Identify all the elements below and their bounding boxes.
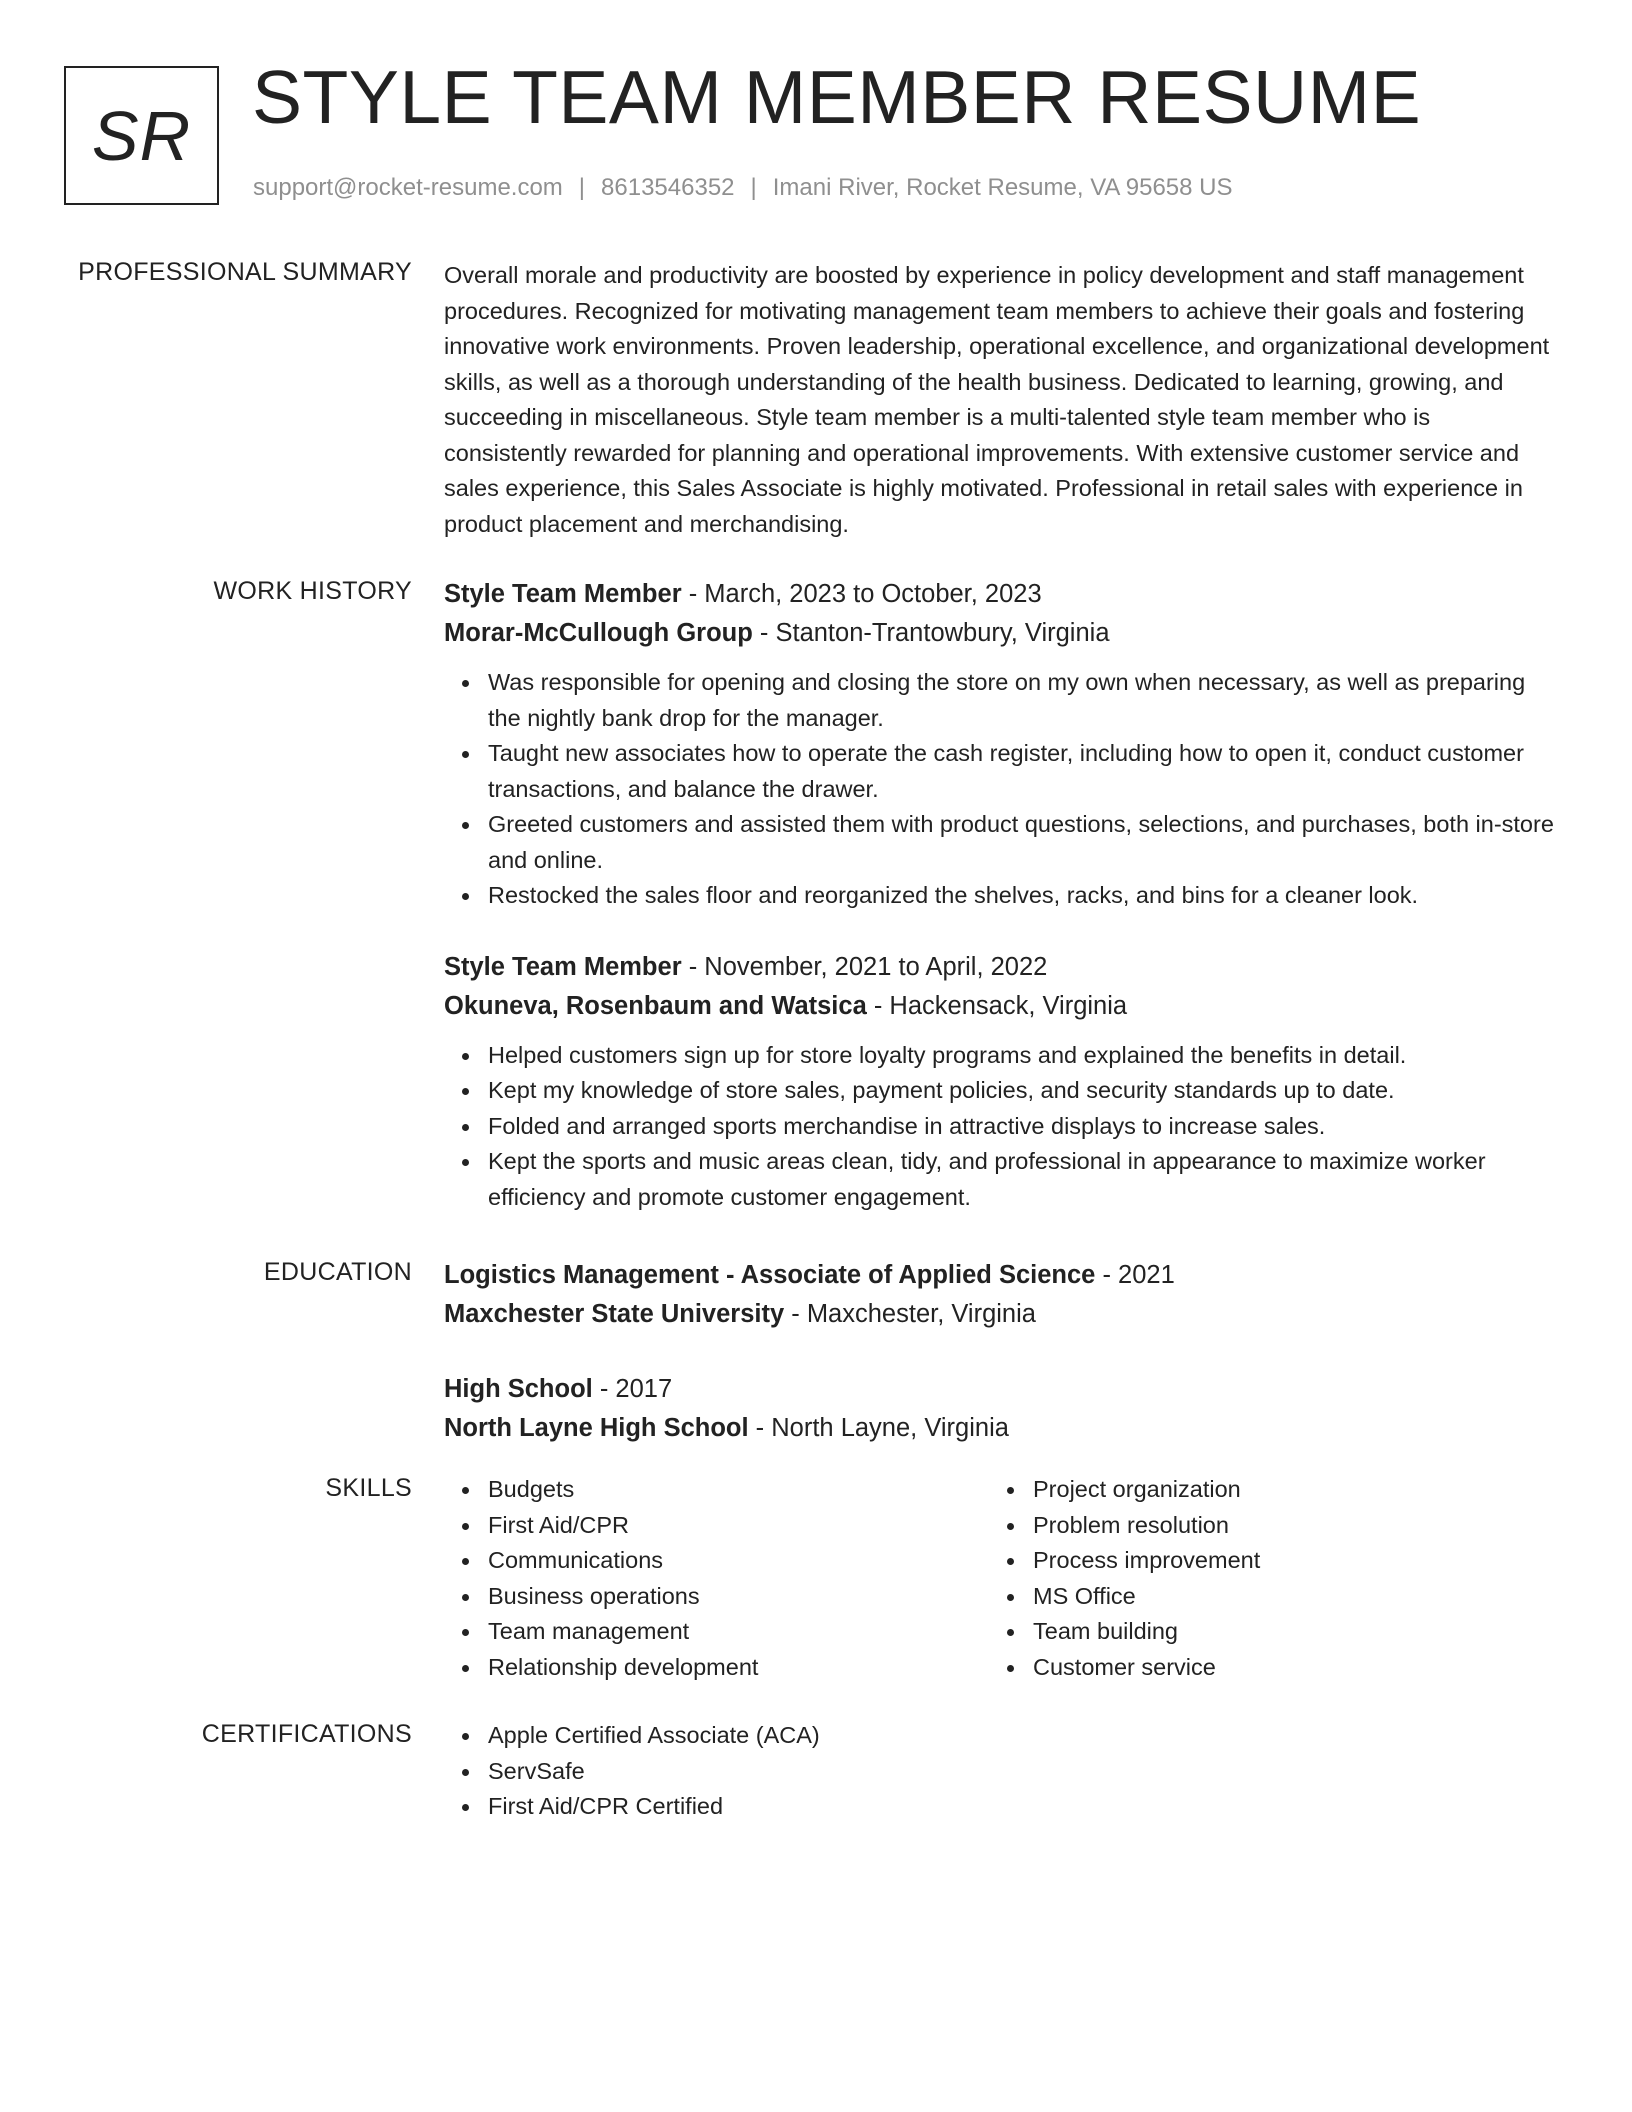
certification-item: Apple Certified Associate (ACA) xyxy=(488,1718,1556,1754)
education-entry xyxy=(444,1256,1556,1334)
skill-item: Budgets xyxy=(488,1472,989,1508)
job-duty: Was responsible for opening and closing the store on my own when necessary, as well as preparing the nightly bank drop for the manager. xyxy=(488,665,1556,736)
job-title-line xyxy=(444,948,1556,987)
job-entry xyxy=(444,575,1556,914)
contact-phone: 8613546352 xyxy=(601,174,735,201)
resume-title: STYLE TEAM MEMBER RESUME xyxy=(252,55,1422,139)
skill-item: Team management xyxy=(488,1614,989,1650)
job-duty: Helped customers sign up for store loyalty programs and explained the benefits in detail. xyxy=(488,1038,1556,1074)
job-duty: Folded and arranged sports merchandise in attractive displays to increase sales. xyxy=(488,1109,1556,1145)
job-title-line xyxy=(444,575,1556,614)
summary-text: Overall morale and productivity are boosted by experience in policy development and staff management procedures. Recognized for motivating management team members to achieve their goals and fostering innovative work environments. Proven leadership, operational excellence, and organizational development skills, as well as a thorough understanding of the health business. Dedicated to learning, growing, and succeeding in miscellaneous. Style team member is a multi-talented style team member who is consistently rewarded for planning and operational improvements. With extensive customer service and sales experience, this Sales Associate is highly motivated. Professional in retail sales with experience in product placement and merchandising. xyxy=(444,262,1550,537)
education-location: - Maxchester, Virginia xyxy=(784,1300,1036,1328)
monogram-initials: SR xyxy=(91,96,192,175)
education-degree: Logistics Management - Associate of Applied Science xyxy=(444,1261,1096,1289)
job-duty: Taught new associates how to operate the cash register, including how to open it, conduct customer transactions, and balance the drawer. xyxy=(488,736,1556,807)
job-company-line xyxy=(444,987,1556,1026)
skill-item: First Aid/CPR xyxy=(488,1508,989,1544)
skills-list-left xyxy=(444,1472,989,1685)
education-school-line xyxy=(444,1295,1556,1334)
contact-line xyxy=(253,174,1233,202)
skill-item: Business operations xyxy=(488,1579,989,1615)
skill-item: Customer service xyxy=(1033,1650,1534,1686)
certifications-heading: CERTIFICATIONS xyxy=(201,1720,412,1748)
job-dates: - November, 2021 to April, 2022 xyxy=(681,952,1048,981)
skills-columns xyxy=(444,1472,1556,1685)
skill-item: Relationship development xyxy=(488,1650,989,1686)
education-year: - 2017 xyxy=(592,1375,673,1403)
education-location: - North Layne, Virginia xyxy=(748,1414,1009,1442)
monogram-logo xyxy=(64,66,219,205)
work-history-heading: WORK HISTORY xyxy=(213,577,412,605)
skill-item: Process improvement xyxy=(1033,1543,1534,1579)
skill-item: MS Office xyxy=(1033,1579,1534,1615)
job-duty: Restocked the sales floor and reorganized the shelves, racks, and bins for a cleaner look. xyxy=(488,878,1556,914)
summary-body xyxy=(444,258,1556,542)
education-school: North Layne High School xyxy=(444,1414,749,1442)
job-company: Okuneva, Rosenbaum and Watsica xyxy=(444,991,867,1020)
certification-item: First Aid/CPR Certified xyxy=(488,1789,1556,1825)
education-year: - 2021 xyxy=(1095,1261,1175,1289)
skills-list-right xyxy=(989,1472,1534,1685)
skill-item: Communications xyxy=(488,1543,989,1579)
job-duties-list xyxy=(444,665,1556,914)
education-degree-line xyxy=(444,1370,1556,1409)
job-duty: Greeted customers and assisted them with product questions, selections, and purchases, both in-store and online. xyxy=(488,807,1556,878)
education-entry xyxy=(444,1370,1556,1448)
contact-separator: | xyxy=(750,174,757,201)
education-body xyxy=(444,1256,1556,1448)
contact-separator: | xyxy=(578,174,586,201)
skill-item: Problem resolution xyxy=(1033,1508,1534,1544)
job-duty: Kept the sports and music areas clean, tidy, and professional in appearance to maximize worker efficiency and promote customer engagement. xyxy=(488,1144,1556,1215)
job-location: - Stanton-Trantowbury, Virginia xyxy=(752,619,1110,647)
education-heading: EDUCATION xyxy=(263,1258,412,1286)
job-title: Style Team Member xyxy=(444,580,682,608)
work-history-body xyxy=(444,575,1556,1215)
job-entry xyxy=(444,948,1556,1216)
certifications-body xyxy=(444,1718,1556,1825)
job-duties-list xyxy=(444,1038,1556,1216)
skills-body xyxy=(444,1472,1556,1685)
skill-item: Team building xyxy=(1033,1614,1534,1650)
education-school-line xyxy=(444,1409,1556,1448)
summary-heading: PROFESSIONAL SUMMARY xyxy=(78,258,412,286)
job-title: Style Team Member xyxy=(444,952,682,981)
certification-item: ServSafe xyxy=(488,1754,1556,1790)
job-duty: Kept my knowledge of store sales, payment policies, and security standards up to date. xyxy=(488,1073,1556,1109)
job-location: - Hackensack, Virginia xyxy=(866,991,1128,1020)
job-dates: - March, 2023 to October, 2023 xyxy=(681,580,1042,608)
education-degree: High School xyxy=(444,1375,593,1403)
education-school: Maxchester State University xyxy=(444,1300,785,1328)
job-company: Morar-McCullough Group xyxy=(444,619,753,647)
skills-heading: SKILLS xyxy=(325,1474,412,1502)
job-company-line xyxy=(444,614,1556,653)
education-degree-line xyxy=(444,1256,1556,1295)
certifications-list xyxy=(444,1718,1556,1825)
contact-address: Imani River, Rocket Resume, VA 95658 US xyxy=(772,174,1233,201)
skill-item: Project organization xyxy=(1033,1472,1534,1508)
contact-email: support@rocket-resume.com xyxy=(253,174,563,201)
